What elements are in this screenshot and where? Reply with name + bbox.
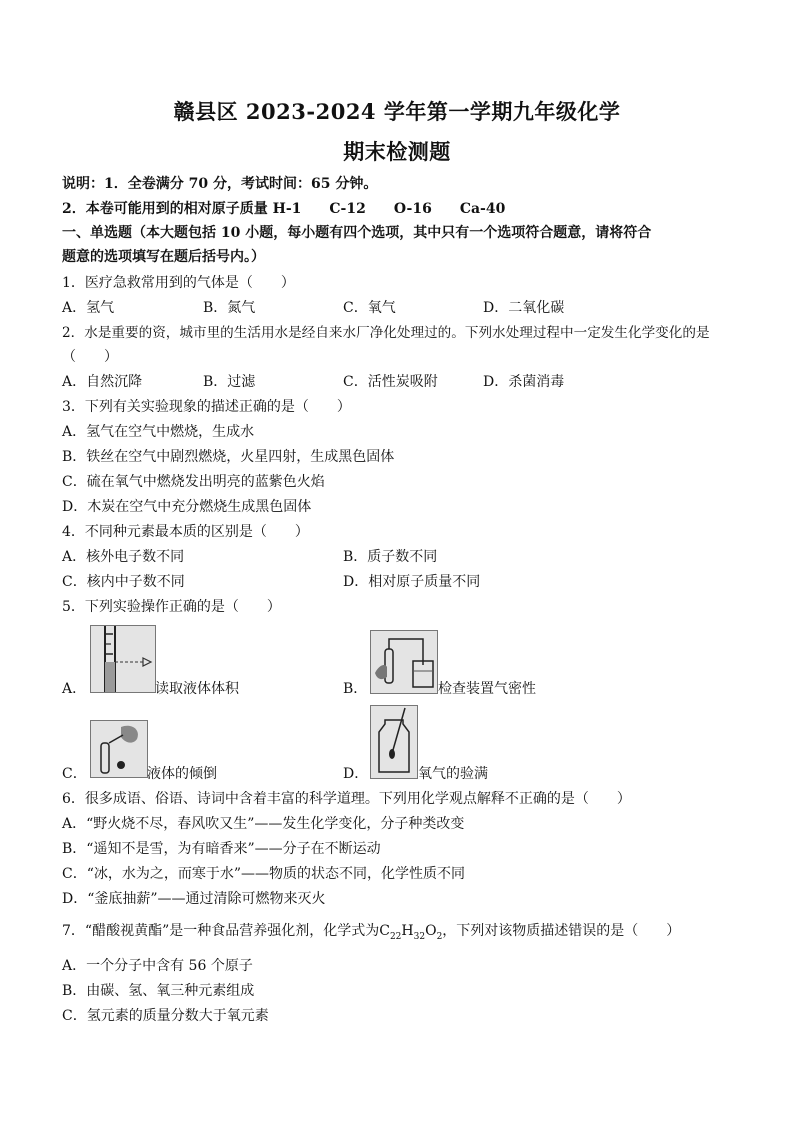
q3-option-b: B．铁丝在空气中剧烈燃烧，火星四射，生成黑色固体 <box>62 449 395 465</box>
airtightness-check-image <box>370 630 438 694</box>
oxygen-test-illustration <box>371 706 417 778</box>
chemical-formula <box>379 923 443 942</box>
oxygen-test-image <box>370 705 418 779</box>
q5-option-b-letter: B． <box>343 681 368 697</box>
exam-subtitle: 期末检测题 <box>343 139 451 164</box>
q6-option-c: C．“冰，水为之，而寒于水”——物质的状态不同，化学性质不同 <box>62 866 466 882</box>
q1-option-d: D．二氧化碳 <box>483 300 565 316</box>
q4-stem: 4．不同种元素最本质的区别是（ ） <box>62 524 309 540</box>
q4-option-a: A．核外电子数不同 <box>62 549 185 565</box>
q5-stem: 5．下列实验操作正确的是（ ） <box>62 599 281 615</box>
q7-option-c: C．氢元素的质量分数大于氧元素 <box>62 1008 269 1024</box>
graduated-cylinder-illustration <box>91 626 155 692</box>
instructions-line-2: 2．本卷可能用到的相对原子质量 H-1 C-12 O-16 Ca-40 <box>62 201 506 217</box>
formula-sub-o: 2 <box>436 931 443 942</box>
q2-stem-line-2: （ ） <box>62 349 118 365</box>
airtightness-check-illustration <box>371 631 437 693</box>
formula-element-o: O <box>425 923 437 939</box>
formula-element-c: C <box>379 923 390 939</box>
q3-stem: 3．下列有关实验现象的描述正确的是（ ） <box>62 399 351 415</box>
liquid-pouring-illustration <box>91 721 147 777</box>
q5-option-c-text: 液体的倾倒 <box>147 766 217 782</box>
q7-stem-pre: 7．“醋酸视黄酯”是一种食品营养强化剂，化学式为 <box>62 923 380 939</box>
q3-option-a: A．氢气在空气中燃烧，生成水 <box>62 424 255 440</box>
q7-stem-post: ，下列对该物质描述错误的是（ ） <box>442 923 681 939</box>
q6-option-a: A．“野火烧不尽，春风吹又生”——发生化学变化，分子种类改变 <box>62 816 465 832</box>
q2-option-d: D．杀菌消毒 <box>483 374 565 390</box>
q3-option-c: C．硫在氧气中燃烧发出明亮的蓝紫色火焰 <box>62 474 325 490</box>
q5-option-d-text: 氧气的验满 <box>418 766 488 782</box>
q5-option-b-text: 检查装置气密性 <box>438 681 536 697</box>
q2-option-b: B．过滤 <box>203 374 256 390</box>
q1-option-b: B．氮气 <box>203 300 256 316</box>
q2-stem-line-1: 2．水是重要的资，城市里的生活用水是经自来水厂净化处理过的。下列水处理过程中一定发生化学变化的是 <box>62 325 710 341</box>
q5-option-d-letter: D． <box>343 766 369 782</box>
formula-element-h: H <box>401 923 414 939</box>
instructions-line-1: 说明：1．全卷满分 70 分，考试时间：65 分钟。 <box>62 176 378 192</box>
q6-stem: 6．很多成语、俗语、诗词中含着丰富的科学道理。下列用化学观点解释不正确的是（ ） <box>62 791 631 807</box>
section-heading-line-1: 一、单选题（本大题包括 10 小题，每小题有四个选项，其中只有一个选项符合题意，请将符合 <box>62 225 652 241</box>
section-heading-line-2: 题意的选项填写在题后括号内。） <box>62 249 265 265</box>
formula-sub-c: 22 <box>389 931 402 942</box>
q6-option-d: D．“釜底抽薪”——通过清除可燃物来灭火 <box>62 891 326 907</box>
q5-option-a-text: 读取液体体积 <box>155 681 239 697</box>
formula-sub-h: 32 <box>413 931 426 942</box>
q7-stem <box>62 922 680 946</box>
q7-option-a: A．一个分子中含有 56 个原子 <box>62 958 253 974</box>
q5-option-a-letter: A． <box>62 681 87 697</box>
q2-option-a: A．自然沉降 <box>62 374 143 390</box>
q4-option-c: C．核内中子数不同 <box>62 574 185 590</box>
q4-option-b: B．质子数不同 <box>343 549 438 565</box>
q3-option-d: D．木炭在空气中充分燃烧生成黑色固体 <box>62 499 312 515</box>
q6-option-b: B．“遥知不是雪，为有暗香来”——分子在不断运动 <box>62 841 381 857</box>
graduated-cylinder-reading-image <box>90 625 156 693</box>
liquid-pouring-image <box>90 720 148 778</box>
q2-option-c: C．活性炭吸附 <box>343 374 438 390</box>
q1-stem: 1．医疗急救常用到的气体是（ ） <box>62 275 295 291</box>
q1-option-a: A．氢气 <box>62 300 115 316</box>
q4-option-d: D．相对原子质量不同 <box>343 574 481 590</box>
q7-option-b: B．由碳、氢、氧三种元素组成 <box>62 983 255 999</box>
q1-option-c: C．氧气 <box>343 300 396 316</box>
q5-option-c-letter: C． <box>62 766 87 782</box>
exam-title: 赣县区 2023-2024 学年第一学期九年级化学 <box>173 99 621 124</box>
